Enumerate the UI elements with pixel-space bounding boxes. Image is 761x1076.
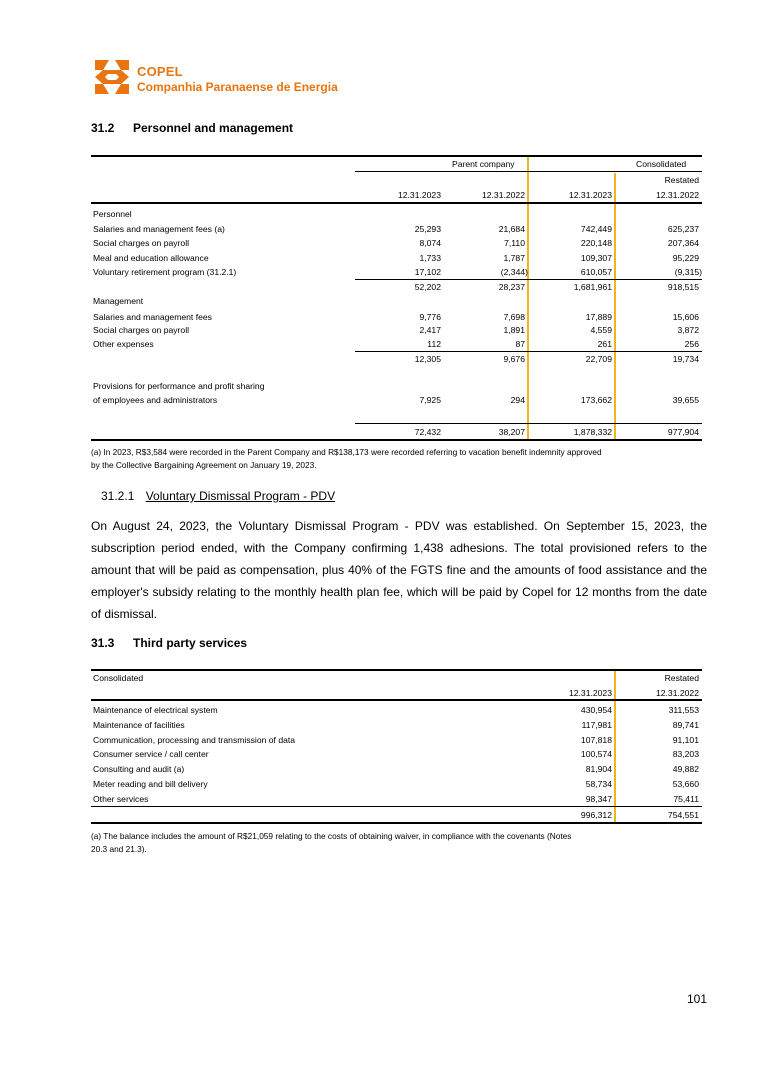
- cell: 173,662: [580, 395, 612, 405]
- cell: 2,417: [419, 325, 441, 335]
- cell: 3,872: [677, 325, 699, 335]
- row-label: Voluntary retirement program (31.2.1): [93, 267, 237, 277]
- subtotal-cell: 9,676: [503, 354, 525, 364]
- subtotal-cell: 22,709: [585, 354, 612, 364]
- row-label: Consulting and audit (a): [93, 764, 185, 774]
- cell: 25,293: [414, 224, 441, 234]
- cell: 17,889: [585, 312, 612, 322]
- subtotal-cell: 19,734: [672, 354, 699, 364]
- footnote-line: by the Collective Bargaining Agreement on January 19, 2023.: [91, 459, 317, 470]
- cell: 4,559: [590, 325, 612, 335]
- restated-label: Restated: [664, 175, 699, 185]
- row-label: Social charges on payroll: [93, 325, 190, 335]
- cell: 112: [427, 339, 441, 349]
- subsection-title: Voluntary Dismissal Program - PDV: [145, 489, 336, 503]
- row-label: Social charges on payroll: [93, 238, 190, 248]
- cell: 109,307: [580, 253, 612, 263]
- cell: 7,698: [503, 312, 525, 322]
- page-number: 101: [686, 992, 707, 1006]
- cell: 75,411: [673, 794, 699, 804]
- row-label: Meter reading and bill delivery: [93, 779, 208, 789]
- cell: 39,655: [672, 395, 699, 405]
- personnel-heading: Personnel: [93, 209, 132, 219]
- cell: 49,882: [672, 764, 699, 774]
- total-cell: 72,432: [414, 427, 441, 437]
- cell: 8,074: [419, 238, 441, 248]
- pdv-paragraph: On August 24, 2023, the Voluntary Dismissal Program - PDV was established. On September 15, 2023, the subscription period ended, with the Company confirming 1,438 adhesions. The total provisioned refers to the amount that will be paid as compensation, plus 40% of the FGTS fine and the amounts of food assistance and the employer's subsidy relating to the monthly health plan fee, which will be paid by Copel for 12 months from the date of dismissal.: [91, 519, 707, 621]
- footnote: [91, 830, 571, 855]
- cell: 7,110: [504, 238, 525, 248]
- subtotal-cell: 12,305: [414, 354, 441, 364]
- cell: 207,364: [667, 238, 699, 248]
- footnote-line: (a) In 2023, R$3,584 were recorded in the Parent Company and R$138,173 were recorded referring to vacation benefit indemnity approved: [91, 447, 602, 457]
- cell: 1,787: [503, 253, 525, 263]
- row-label: Other expenses: [93, 339, 154, 349]
- cell: (2,344): [500, 267, 528, 277]
- row-label: Communication, processing and transmission of data: [93, 735, 296, 745]
- section-number: 31.3: [91, 636, 115, 650]
- cell: 53,660: [672, 779, 699, 789]
- cell: 1,733: [419, 253, 441, 263]
- brand-name: COPEL: [137, 64, 183, 79]
- management-heading: Management: [93, 296, 144, 306]
- total-cell: 1,878,332: [573, 427, 612, 437]
- subtotal-cell: 28,237: [498, 282, 525, 292]
- row-label: Salaries and management fees (a): [93, 224, 225, 234]
- cell: (9,315): [674, 267, 702, 277]
- row-label: Salaries and management fees: [93, 312, 212, 322]
- row-label: Meal and education allowance: [93, 253, 209, 263]
- cell: 117,981: [581, 720, 612, 730]
- total-cell: 996,312: [580, 810, 612, 820]
- section-title: Third party services: [133, 636, 248, 650]
- cell: 430,954: [580, 705, 612, 715]
- subsection-number: 31.2.1: [101, 489, 135, 503]
- row-label: Maintenance of facilities: [93, 720, 185, 730]
- cell: 9,776: [419, 312, 441, 322]
- cell: 294: [510, 395, 525, 405]
- restated-label: Restated: [664, 673, 699, 683]
- col-header: 12.31.2022: [655, 688, 699, 698]
- cell: 87: [515, 339, 525, 349]
- row-label: Maintenance of electrical system: [93, 705, 218, 715]
- footnote-line: 20.3 and 21.3).: [91, 843, 147, 854]
- provisions-label: of employees and administrators: [93, 395, 218, 405]
- cell: 95,229: [672, 253, 699, 263]
- brand-full-name: Companhia Paranaense de Energia: [137, 80, 338, 94]
- subtotal-cell: 52,202: [414, 282, 441, 292]
- cell: 610,057: [580, 267, 612, 277]
- group-parent-company: Parent company: [452, 159, 515, 169]
- cell: 17,102: [414, 267, 441, 277]
- col-header: 12.31.2022: [655, 190, 699, 200]
- row-label: Consumer service / call center: [93, 749, 209, 759]
- cell: 625,237: [667, 224, 699, 234]
- cell: 1,891: [503, 325, 525, 335]
- cell: 7,925: [419, 395, 441, 405]
- cell: 83,203: [672, 749, 699, 759]
- group-consolidated: Consolidated: [93, 673, 144, 683]
- total-cell: 38,207: [498, 427, 525, 437]
- cell: 15,606: [672, 312, 699, 322]
- cell: 100,574: [580, 749, 612, 759]
- col-header: 12.31.2023: [397, 190, 441, 200]
- cell: 256: [684, 339, 699, 349]
- cell: 81,904: [585, 764, 612, 774]
- total-cell: 754,551: [667, 810, 699, 820]
- group-consolidated: Consolidated: [636, 159, 687, 169]
- section-number: 31.2: [91, 121, 115, 135]
- cell: 107,818: [580, 735, 612, 745]
- section-title: Personnel and management: [133, 121, 294, 135]
- col-header: 12.31.2023: [568, 190, 612, 200]
- cell: 220,148: [580, 238, 612, 248]
- subtotal-cell: 1,681,961: [573, 282, 612, 292]
- cell: 742,449: [580, 224, 612, 234]
- provisions-label: Provisions for performance and profit sharing: [93, 381, 265, 391]
- total-cell: 977,904: [667, 427, 699, 437]
- cell: 58,734: [585, 779, 612, 789]
- footnote-line: (a) The balance includes the amount of R$21,059 relating to the costs of obtaining waiver, in compliance with the covenants (Notes: [91, 831, 572, 841]
- cell: 91,101: [672, 735, 699, 745]
- col-header: 12.31.2023: [568, 688, 612, 698]
- cell: 311,553: [668, 705, 699, 715]
- row-label: Other services: [93, 794, 149, 804]
- cell: 21,684: [498, 224, 525, 234]
- col-header: 12.31.2022: [481, 190, 525, 200]
- cell: 89,741: [672, 720, 699, 730]
- subtotal-cell: 918,515: [667, 282, 699, 292]
- cell: 98,347: [585, 794, 612, 804]
- cell: 261: [597, 339, 612, 349]
